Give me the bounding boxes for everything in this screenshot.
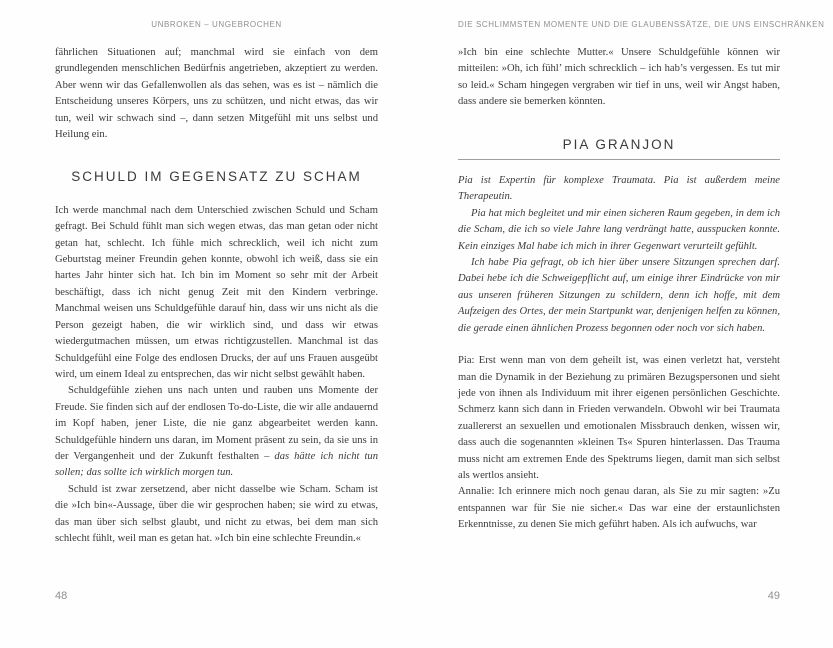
- text-segment: das hätte ich nicht tun sollen; das sollte ich wirklich morgen tun.: [55, 450, 378, 479]
- page-right-body: [458, 45, 780, 534]
- page-left: [55, 20, 378, 632]
- text-segment: Pia ist Expertin für komplexe Traumata. Pia ist außerdem meine Therapeutin.: [458, 175, 780, 203]
- text-segment: Ich werde manchmal nach dem Unterschied zwischen Schuld und Scham gefragt. Bei Schuld fühlt man sich wegen etwas, das man getan oder nicht getan hat, schlecht. Ich fühle mich schrecklich, weil ich nicht zum Geburtstag meiner Freundin gehen konnte, obwohl ich weiß, dass sie ein hartes Jahr hinter sich hat. Ich bin im Moment so sehr mit der Arbeit beschäftigt, dass ich nicht genug Zeit mit den Kindern verbringe. Manchmal weisen uns Schuldgefühle darauf hin, dass wir uns nicht als die Person gezeigt haben, die wir wirklich sind, und dass wir etwas wiedergutmachen müssen, um etwas richtigzustellen. Manchmal ist das Schuldgefühl eine Folge des endlosen Drucks, der auf uns Frauen ausgeübt wird, um einem Ideal zu entsprechen, das wir nicht selbst gewählt haben.: [55, 204, 378, 380]
- paragraph: [55, 45, 378, 143]
- running-head-left: UNBROKEN – UNGEBROCHEN: [151, 20, 282, 29]
- page-left-body: [55, 45, 378, 547]
- text-segment: Schuld ist zwar zersetzend, aber nicht dasselbe wie Scham. Scham ist die »Ich bin«-Aussage, über die wir gesprochen haben; sie wird zu etwas, das man über sich selbst glaubt, und nicht zu etwas, bei dem man sich schlecht fühlt, weil man es getan hat. »Ich bin eine schlechte Freundin.«: [55, 483, 378, 544]
- text-segment: Ich habe Pia gefragt, ob ich hier über unsere Sitzungen sprechen darf. Dabei hebe ich die Schweigepflicht auf, um einige ihrer Eindrücke von mir aus unseren früheren Sitzungen zu schildern, denn ich hoffe, mit dem Aufzeigen des Ortes, der mein Startpunkt war, denjenigen helfen zu können, die gerade einen ähnlichen Prozess begonnen oder noch vor sich haben.: [458, 257, 780, 334]
- section-heading: SCHULD IM GEGENSATZ ZU SCHAM: [71, 169, 362, 185]
- paragraph: [55, 383, 378, 481]
- paragraph: [458, 255, 780, 337]
- page-right: [458, 20, 825, 632]
- text-segment: Annalie: Ich erinnere mich noch genau daran, als Sie zu mir sagten: »Zu entspannen war für Sie nie sicher.« Das war eine der erstaunlichsten Erkenntnisse, zu denen Sie mich geführt haben. Als ich aufwuchs, war: [458, 486, 780, 531]
- running-head-right: DIE SCHLIMMSTEN MOMENTE UND DIE GLAUBENSSÄTZE, DIE UNS EINSCHRÄNKEN: [458, 20, 825, 29]
- text-segment: »Ich bin eine schlechte Mutter.« Unsere Schuldgefühle können wir mitteilen: »Oh, ich fühl’ mich schrecklich – ich hab’s vergessen. Es tut mir so leid.« Scham hingegen vergraben wir tief in uns, weil wir Angst haben, dass andere sie bemerken könnten.: [458, 47, 780, 108]
- section-heading: PIA GRANJON: [562, 136, 676, 152]
- text-segment: Pia: Erst wenn man von dem geheilt ist, was einen verletzt hat, versteht man die Dynamik in der Beziehung zu primären Bezugspersonen und sieht jede von ihnen als Individuum mit ihrer eigenen persönlichen Geschichte. Schmerz kann sich dann in Frieden verwandeln. Obwohl wir bei Traumata zuallererst an sexuellen und emotionalen Missbrauch denken, wissen wir, dass auch die sogenannten »kleinen Ts« Spuren hinterlassen. Das Trauma muss nicht am extremen Ende des Spektrums liegen, damit man sich selbst als wertlos ansieht.: [458, 355, 780, 481]
- text-segment: Schuldgefühle ziehen uns nach unten und rauben uns Momente der Freude. Sie finden sich auf der endlosen To-do-Liste, die wir alle andauernd im Kopf haben, jener Liste, die nie ganz abgearbeitet werden kann. Schuldgefühle hindern uns daran, im Moment präsent zu sein, da sie uns in der Vergangenheit und der Zukunft festhalten –: [55, 385, 378, 462]
- text-segment: fährlichen Situationen auf; manchmal wird sie einfach von dem grundlegenden menschlichen Bedürfnis angetrieben, akzeptiert zu werden. Aber wenn wir das Gefallenwollen als das sehen, was es ist – nämlich die Entscheidung unseres Körpers, uns zu schützen, und nicht etwas, das wir tun, weil wir schwach sind –, dann setzen Mitgefühl mit uns selbst und Heilung ein.: [55, 47, 378, 141]
- paragraph: [458, 45, 780, 111]
- text-segment: Pia hat mich begleitet und mir einen sicheren Raum gegeben, in dem ich die Scham, die ich so viele Jahre lang verdrängt hatte, ausspucken konnte. Kein einziges Mal habe ich mich in ihrer Gegenwart verurteilt gefühlt.: [458, 207, 780, 252]
- page-number-right: 49: [767, 590, 780, 602]
- paragraph: [55, 203, 378, 383]
- paragraph: [458, 484, 780, 533]
- heading-rule: [458, 159, 780, 160]
- paragraph: [55, 482, 378, 548]
- paragraph: [458, 206, 780, 255]
- paragraph: [458, 353, 780, 484]
- paragraph: [458, 173, 780, 206]
- page-number-left: 48: [55, 590, 68, 602]
